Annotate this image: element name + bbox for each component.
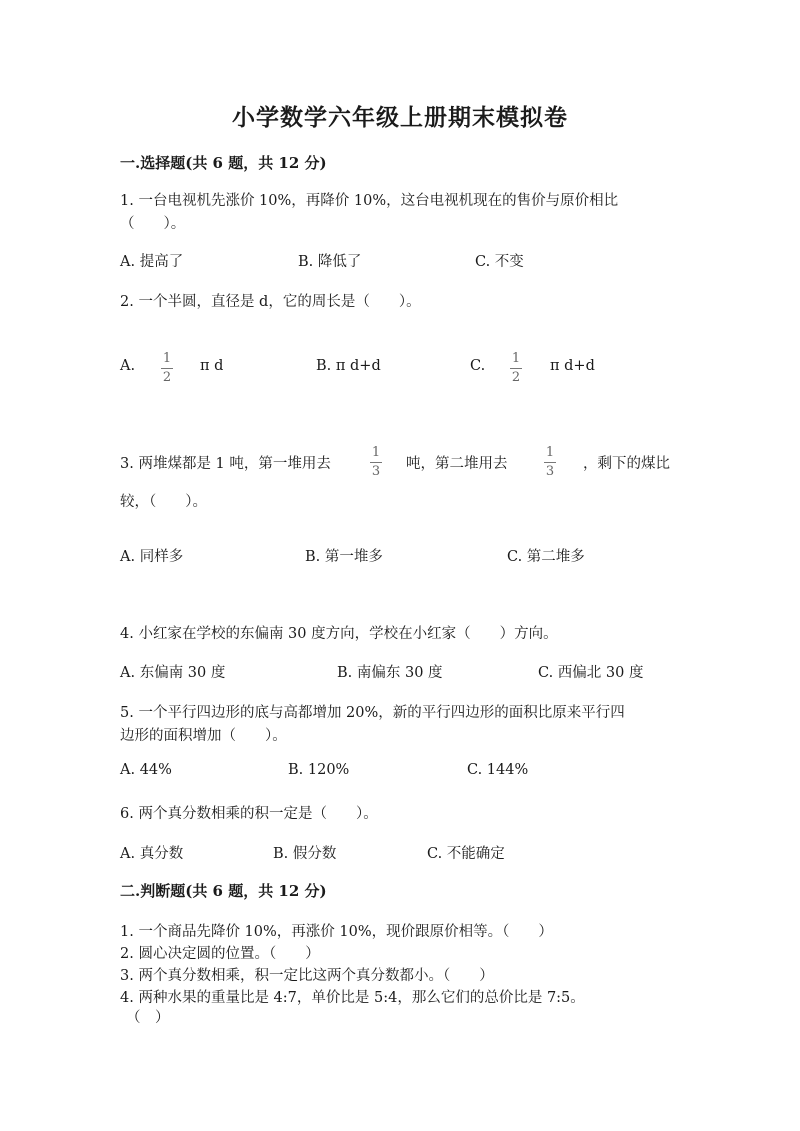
question-1-option-c: C. 不变: [475, 254, 524, 270]
question-2-option-b: B. π d+d: [316, 358, 381, 374]
question-3-text-part-3: ，剩下的煤比: [583, 456, 670, 472]
question-2-option-c-tail: π d+d: [550, 358, 595, 374]
judgement-item-1: 1. 一个商品先降价 10%，再涨价 10%，现价跟原价相等。（ ）: [120, 924, 553, 940]
question-6-option-a: A. 真分数: [120, 846, 184, 862]
fraction-bar: [370, 462, 382, 463]
question-1-blank: （ ）。: [120, 216, 186, 232]
question-3-text-part-1: 3. 两堆煤都是 1 吨，第一堆用去: [120, 456, 331, 472]
question-3-fraction-2: [544, 446, 556, 478]
section-heading-choice: 一.选择题(共 6 题，共 12 分): [120, 154, 327, 172]
fraction-numerator: 1: [545, 445, 555, 460]
fraction-numerator: 1: [511, 351, 521, 366]
fraction-denominator: 2: [511, 370, 521, 385]
question-2-option-c-label: C.: [470, 358, 486, 374]
judgement-item-4-blank: （ ）: [126, 1010, 170, 1026]
question-3-fraction-1: [370, 446, 382, 478]
judgement-item-4: 4. 两种水果的重量比是 4:7，单价比是 5:4，那么它们的总价比是 7:5。: [120, 990, 585, 1006]
fraction-denominator: 3: [371, 464, 381, 479]
question-2-option-a-fraction: [161, 352, 173, 384]
fraction-denominator: 2: [162, 370, 172, 385]
question-6-text: 6. 两个真分数相乘的积一定是（ ）。: [120, 806, 378, 822]
question-1-option-a: A. 提高了: [120, 254, 184, 270]
section-heading-judgement: 二.判断题(共 6 题，共 12 分): [120, 882, 327, 900]
question-5-option-c: C. 144%: [467, 762, 529, 778]
page-title: 小学数学六年级上册期末模拟卷: [232, 104, 568, 131]
question-1-option-b: B. 降低了: [298, 254, 362, 270]
fraction-numerator: 1: [371, 445, 381, 460]
question-5-option-b: B. 120%: [288, 762, 350, 778]
question-5-option-a: A. 44%: [120, 762, 172, 778]
question-5-text: 5. 一个平行四边形的底与高都增加 20%，新的平行四边形的面积比原来平行四: [120, 705, 625, 721]
question-2-option-a-label: A.: [120, 358, 136, 374]
question-5-text-line-2: 边形的面积增加（ ）。: [120, 728, 287, 744]
fraction-bar: [544, 462, 556, 463]
question-4-option-c: C. 西偏北 30 度: [538, 665, 644, 681]
question-3-text-part-2: 吨，第二堆用去: [406, 456, 508, 472]
fraction-bar: [161, 368, 173, 369]
question-4-option-a: A. 东偏南 30 度: [120, 665, 226, 681]
question-3-option-b: B. 第一堆多: [305, 549, 383, 565]
fraction-numerator: 1: [162, 351, 172, 366]
question-3-option-a: A. 同样多: [120, 549, 184, 565]
fraction-bar: [510, 368, 522, 369]
fraction-denominator: 3: [545, 464, 555, 479]
judgement-item-3: 3. 两个真分数相乘，积一定比这两个真分数都小。（ ）: [120, 968, 494, 984]
question-4-text: 4. 小红家在学校的东偏南 30 度方向，学校在小红家（ ）方向。: [120, 626, 558, 642]
question-3-option-c: C. 第二堆多: [507, 549, 585, 565]
question-6-option-c: C. 不能确定: [427, 846, 505, 862]
question-6-option-b: B. 假分数: [273, 846, 337, 862]
question-2-option-c-fraction: [510, 352, 522, 384]
question-3-text-line-2: 较，（ ）。: [120, 494, 207, 510]
question-2-text: 2. 一个半圆，直径是 d，它的周长是（ ）。: [120, 294, 421, 310]
judgement-item-2: 2. 圆心决定圆的位置。（ ）: [120, 946, 320, 962]
question-1-text: 1. 一台电视机先涨价 10%，再降价 10%，这台电视机现在的售价与原价相比: [120, 193, 619, 209]
question-2-option-a-tail: π d: [200, 358, 224, 374]
question-4-option-b: B. 南偏东 30 度: [337, 665, 443, 681]
